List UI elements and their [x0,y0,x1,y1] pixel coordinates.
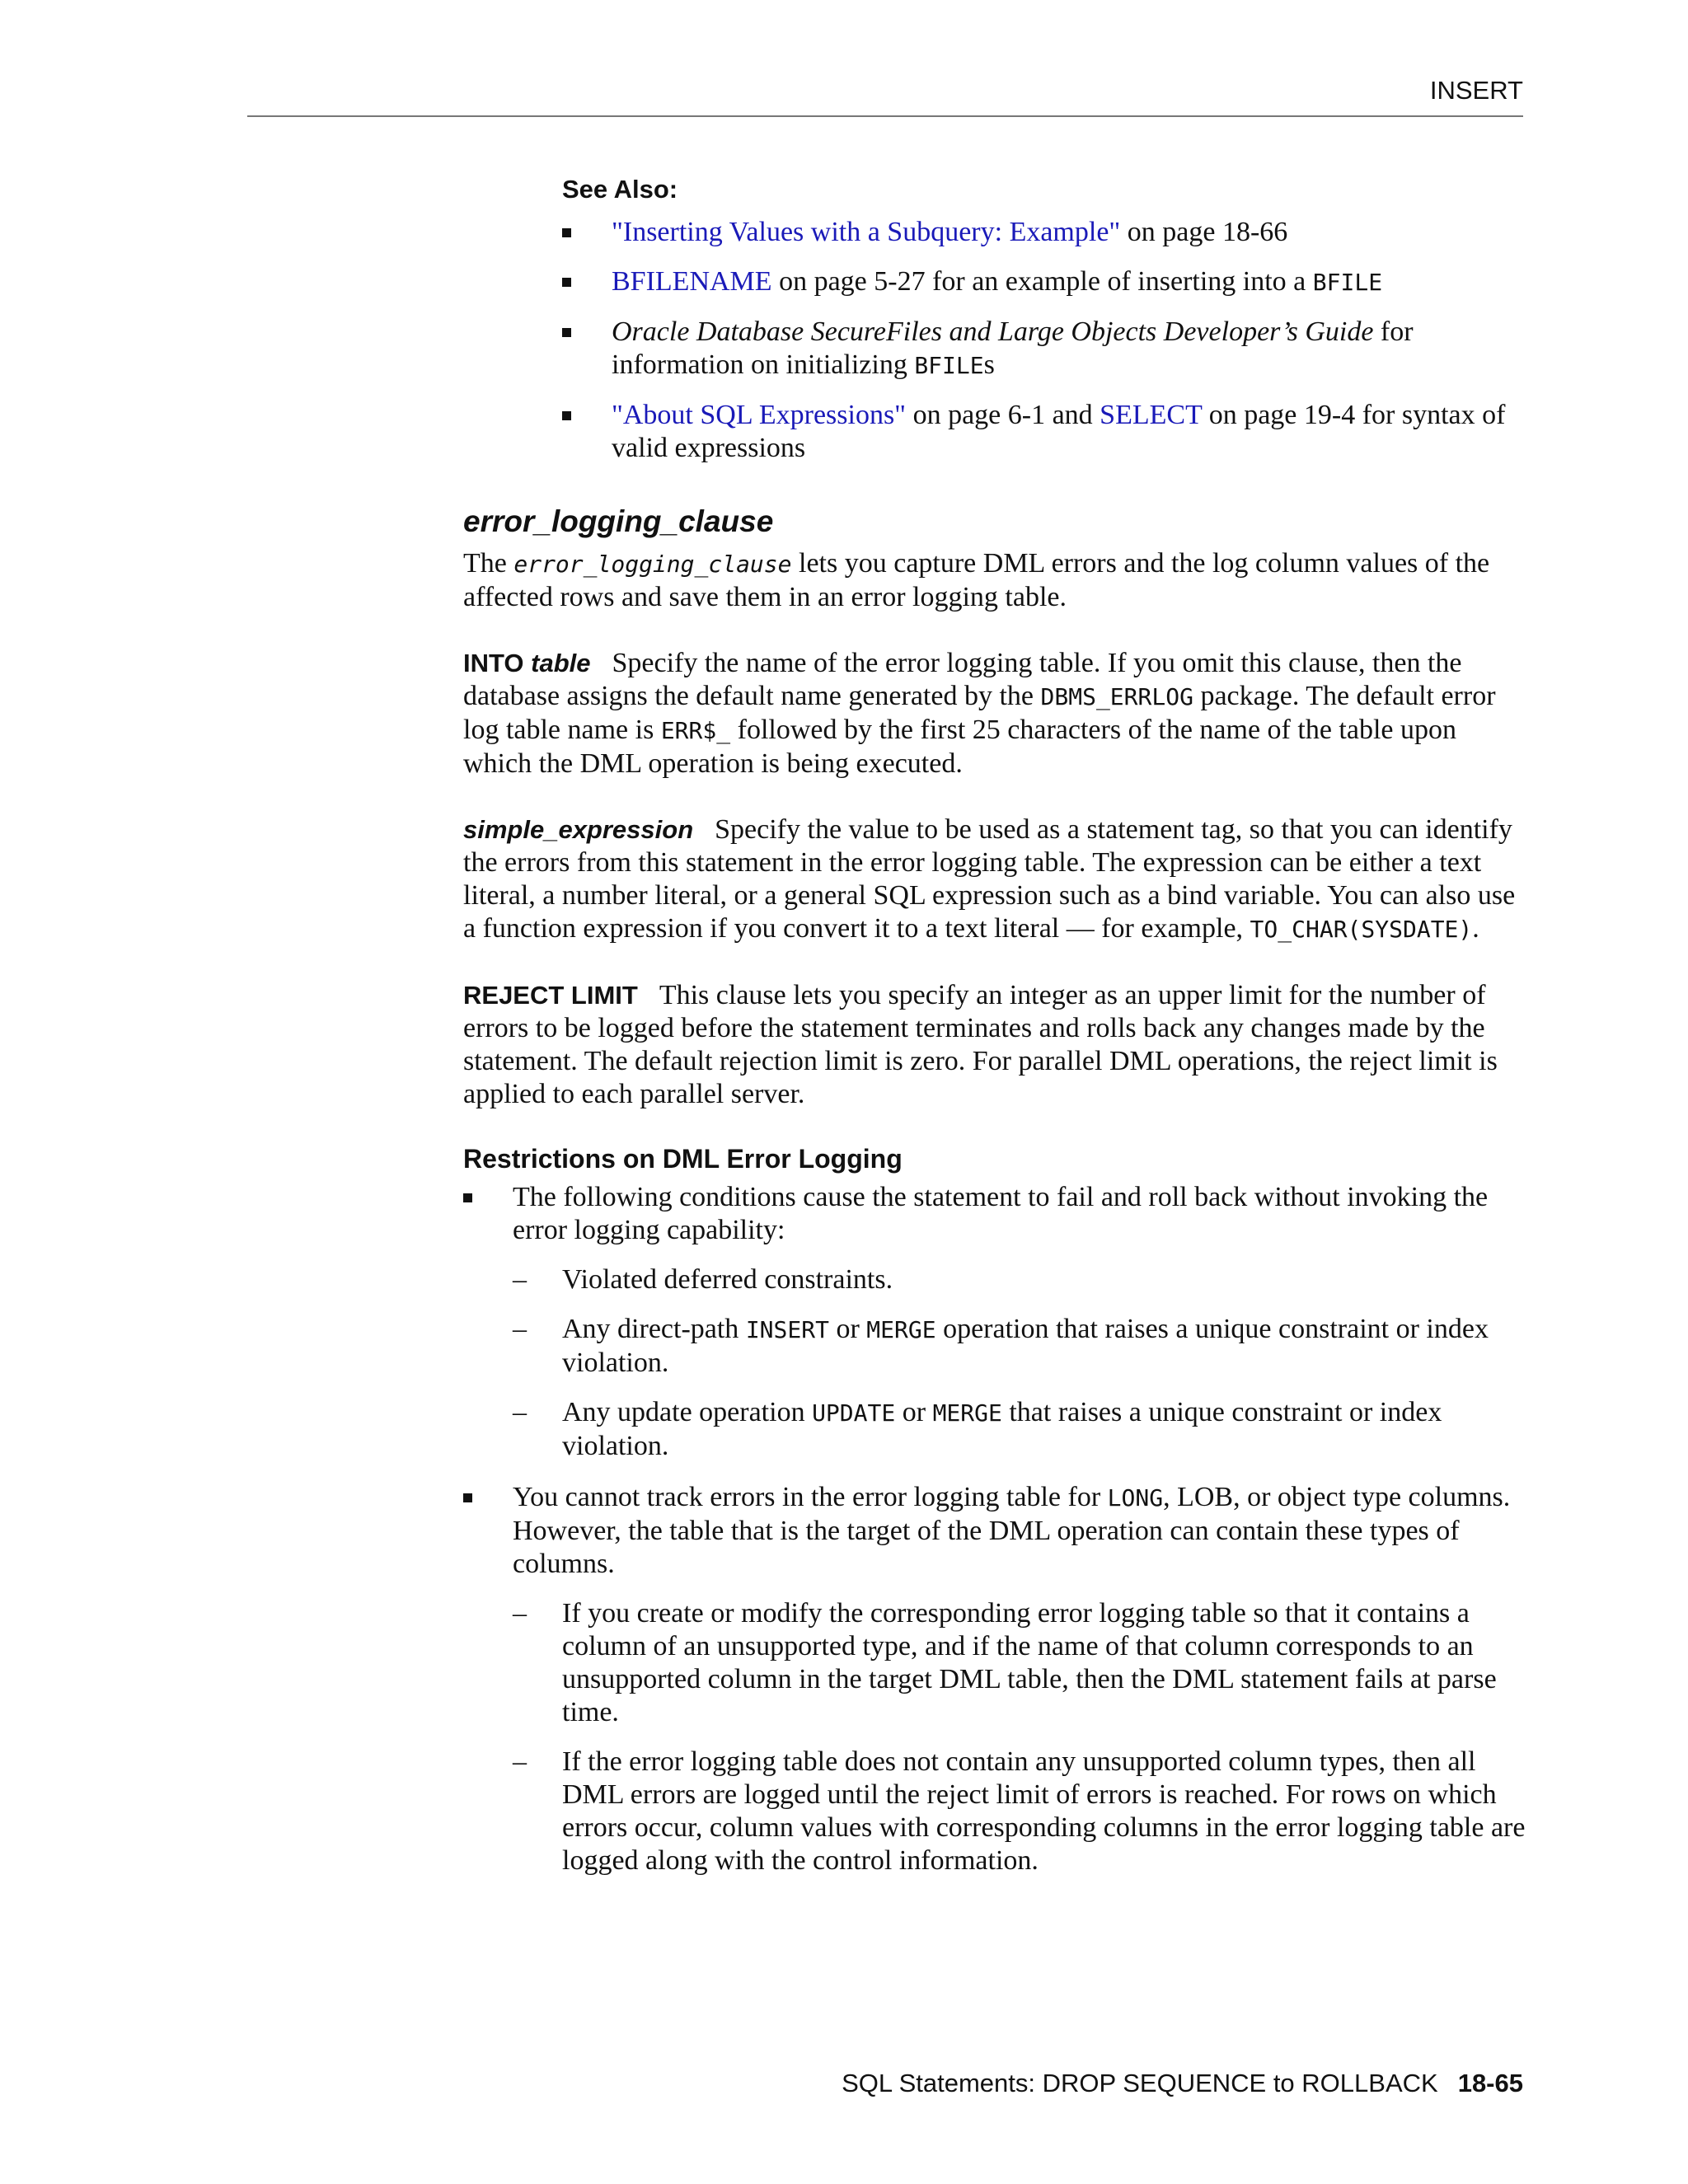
see-also-box [562,175,1528,465]
link-inserting-values-example[interactable]: "Inserting Values with a Subquery: Example" [612,217,1121,247]
code-to-char: TO_CHAR(SYSDATE) [1250,916,1473,943]
bullet-square-icon [562,328,571,337]
code-insert: INSERT [745,1316,829,1343]
page-content [463,175,1528,1896]
header-rule [247,115,1523,117]
link-select[interactable]: SELECT [1100,400,1203,430]
code-update: UPDATE [812,1399,896,1427]
see-also-text: on page 18-66 [1120,217,1288,247]
see-also-list [562,216,1528,465]
intro-paragraph: The error_logging_clause lets you capture DML errors and the log column values of the affected rows and save them in an error logging table. [463,548,1490,612]
restriction-subitem: – Any update operation UPDATE or MERGE that raises a unique constraint or index violation. [513,1397,1442,1461]
see-also-text: on page 5-27 for an example of inserting into a [771,266,1313,297]
page-footer [247,2069,1523,2098]
restriction-subitem: – Violated deferred constraints. [513,1264,893,1295]
restriction-sublist [513,1263,1528,1463]
code-err-prefix: ERR$_ [660,717,731,744]
reject-limit-paragraph: REJECT LIMIT This clause lets you specify an integer as an upper limit for the number of errors to be logged before the statement terminates and rolls back any changes made by the statement. The default rejection limit is zero. For parallel DML operations, the reject limit is applied to each parallel server. [463,980,1498,1109]
see-also-text: s [983,349,995,380]
bullet-square-icon [562,228,571,237]
into-label: INTO table [463,649,591,677]
restrictions-list [463,1181,1528,1877]
reject-limit-label: REJECT LIMIT [463,981,638,1010]
bullet-square-icon [463,1193,472,1202]
bullet-square-icon [562,278,571,287]
simple-expression-label: simple_expression [463,815,694,844]
code-dbms-errlog: DBMS_ERRLOG [1040,683,1193,710]
code-bfile: BFILE [1312,269,1383,296]
see-also-item [562,399,1528,465]
see-also-item [562,265,1528,299]
dash-bullet-icon: – [513,1598,527,1629]
section-title: error_logging_clause [463,504,774,538]
bullet-square-icon [463,1493,472,1502]
code-bfile: BFILE [914,352,984,379]
guide-title: Oracle Database SecureFiles and Large Objects Developer’s Guide [612,316,1374,347]
restriction-sublist [513,1597,1528,1877]
restriction-subitem: – If the error logging table does not contain any unsupported column types, then all DML errors are logged until the reject limit of errors is reached. For rows on which errors occur, column values with corresponding columns in the error logging table are logged along with the control information. [513,1746,1526,1876]
code-merge: MERGE [866,1316,936,1343]
code-merge: MERGE [932,1399,1002,1427]
dash-bullet-icon: – [513,1397,527,1427]
see-also-heading: See Also: [562,175,678,204]
see-also-text: for information on initializing [612,316,1414,380]
restriction-item: You cannot track errors in the error logging table for LONG, LOB, or object type columns. However, the table that is the target of the DML operation can contain these types of columns. – If you create or modify the corresponding error logging table so that it contains a column of an unsupported type, and if the name of that column corresponds to an unsupported column in the target DML table, then the DML statement fails at parse time. – If the error logging table does not contain any unsupported column types, then all DML errors are logged until the reject limit of errors is reached. For rows on which errors occur, column values with corresponding columns in the error logging table are logged along with the control information. [463,1481,1528,1877]
link-bfilename[interactable]: BFILENAME [612,266,772,297]
restriction-text: The following conditions cause the statement to fail and roll back without invoking the error logging capability: [513,1182,1489,1245]
bullet-square-icon [562,411,571,420]
see-also-item [562,316,1528,382]
into-table-paragraph: INTO table Specify the name of the error logging table. If you omit this clause, then the database assigns the default name generated by the DBMS_ERRLOG package. The default error log table name is ERR$_ followed by the first 25 characters of the name of the table upon which the DML operation is being executed. [463,648,1496,779]
restriction-subitem: – Any direct-path INSERT or MERGE operation that raises a unique constraint or index violation. [513,1314,1489,1378]
restrictions-heading: Restrictions on DML Error Logging [463,1144,903,1174]
restriction-subitem: – If you create or modify the corresponding error logging table so that it contains a column of an unsupported type, and if the name of that column corresponds to an unsupported column in the target DML table, then the DML statement fails at parse time. [513,1598,1497,1727]
code-long: LONG [1107,1484,1164,1511]
footer-title: SQL Statements: DROP SEQUENCE to ROLLBACK [842,2069,1438,2097]
running-head: INSERT [1429,76,1523,105]
dash-bullet-icon: – [513,1746,527,1777]
see-also-text: on page 19-4 for syntax of valid expressions [612,400,1506,463]
restriction-item [463,1181,1528,1463]
see-also-text: on page 6-1 and [906,400,1100,430]
page-number: 18-65 [1457,2069,1523,2097]
link-about-sql-expressions[interactable]: "About SQL Expressions" [612,400,907,430]
dash-bullet-icon: – [513,1314,527,1344]
dash-bullet-icon: – [513,1264,527,1295]
simple-expression-paragraph: simple_expression Specify the value to be used as a statement tag, so that you can identify the errors from this statement in the error logging table. The expression can be either a text literal, a number literal, or a general SQL expression such as a bind variable. You can also use a function expression if you convert it to a text literal — for example, TO_CHAR(SYSDATE). [463,814,1516,944]
code-error-logging-clause: error_logging_clause [513,551,792,578]
see-also-item [562,216,1528,249]
